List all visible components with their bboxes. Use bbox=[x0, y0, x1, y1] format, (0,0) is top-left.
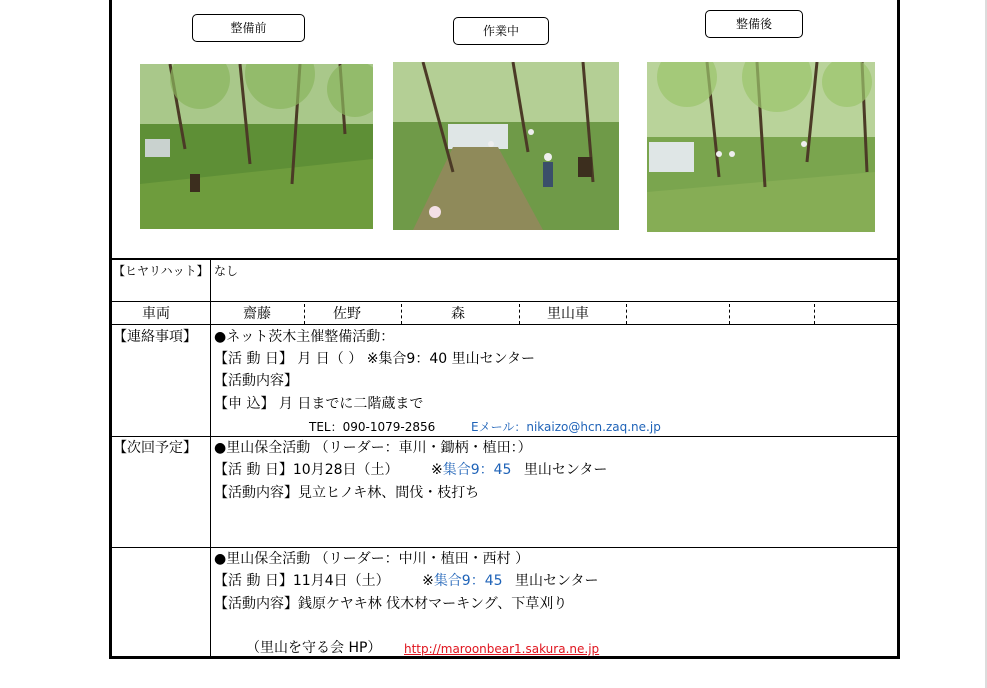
contact-line: ●ネット茨木主催整備活動： bbox=[214, 329, 395, 345]
contact-line: 【活 動 日】 月 日（ ） ※集合9：40 里山センター bbox=[214, 351, 536, 367]
contact-tel: TEL：090-1079-2856 bbox=[309, 420, 436, 434]
before-photo bbox=[140, 64, 373, 229]
table-divider bbox=[112, 436, 897, 437]
next-line: 【活動内容】見立ヒノキ林、間伐・枝打ち bbox=[214, 485, 480, 501]
homepage-link[interactable]: http://maroonbear1.sakura.ne.jp bbox=[404, 642, 600, 656]
table-divider bbox=[112, 324, 897, 325]
hiyari-label: 【ヒヤリハット】 bbox=[113, 264, 209, 278]
next-venue: 里山センター bbox=[523, 462, 608, 478]
vehicle-cell-divider bbox=[626, 304, 627, 324]
vehicle-cell: 佐野 bbox=[333, 306, 361, 322]
next-gather-time: 集合9：45 bbox=[442, 462, 512, 478]
during-label: 作業中 bbox=[453, 17, 549, 45]
contact-label: 【連絡事項】 bbox=[113, 329, 197, 345]
vehicle-cell-divider bbox=[814, 304, 815, 324]
contact-email-link[interactable]: Eメール：nikaizo@hcn.zaq.ne.jp bbox=[471, 420, 661, 434]
after-photo bbox=[647, 62, 875, 232]
next2-note-mark: ※ bbox=[422, 573, 434, 589]
next2-venue: 里山センター bbox=[515, 573, 599, 589]
next2-line: ●里山保全活動 （リーダー：中川・植田・西村 ） bbox=[214, 551, 530, 567]
next-note-mark: ※ bbox=[430, 462, 443, 478]
next2-line: 【活動内容】銭原ケヤキ林 伐木材マーキング、下草刈り bbox=[214, 596, 568, 612]
hiyari-value: なし bbox=[214, 264, 239, 278]
next2-date bbox=[214, 572, 598, 590]
label-column-divider bbox=[210, 258, 211, 656]
next2-date-text: 【活 動 日】11月4日（土） bbox=[214, 573, 390, 589]
before-label: 整備前 bbox=[192, 14, 305, 42]
vehicle-cell-divider bbox=[304, 304, 305, 324]
table-divider bbox=[112, 258, 897, 260]
vehicle-cell-divider bbox=[519, 304, 520, 324]
homepage-label: （里山を守る会 HP） bbox=[246, 640, 382, 656]
after-label: 整備後 bbox=[705, 10, 803, 38]
vehicle-cell: 里山車 bbox=[547, 306, 589, 322]
next-label: 【次回予定】 bbox=[113, 440, 197, 456]
next-line: ●里山保全活動 （リーダー：車川・鋤柄・植田：） bbox=[214, 440, 532, 456]
table-divider bbox=[112, 301, 897, 302]
vehicle-cell: 森 bbox=[451, 306, 465, 322]
contact-line: 【活動内容】 bbox=[214, 373, 298, 389]
vehicle-cell: 齋藤 bbox=[243, 306, 271, 322]
vehicle-label: 車両 bbox=[142, 306, 170, 322]
during-photo bbox=[393, 62, 619, 230]
next-date bbox=[214, 461, 607, 479]
next2-gather-time: 集合9：45 bbox=[433, 573, 503, 589]
contact-line: 【申 込】 月 日までに二階蔵まで bbox=[214, 396, 424, 412]
vehicle-cell-divider bbox=[729, 304, 730, 324]
next-date-text: 【活 動 日】10月28日（土） bbox=[214, 462, 399, 478]
vehicle-cell-divider bbox=[401, 304, 402, 324]
table-divider bbox=[112, 547, 897, 548]
